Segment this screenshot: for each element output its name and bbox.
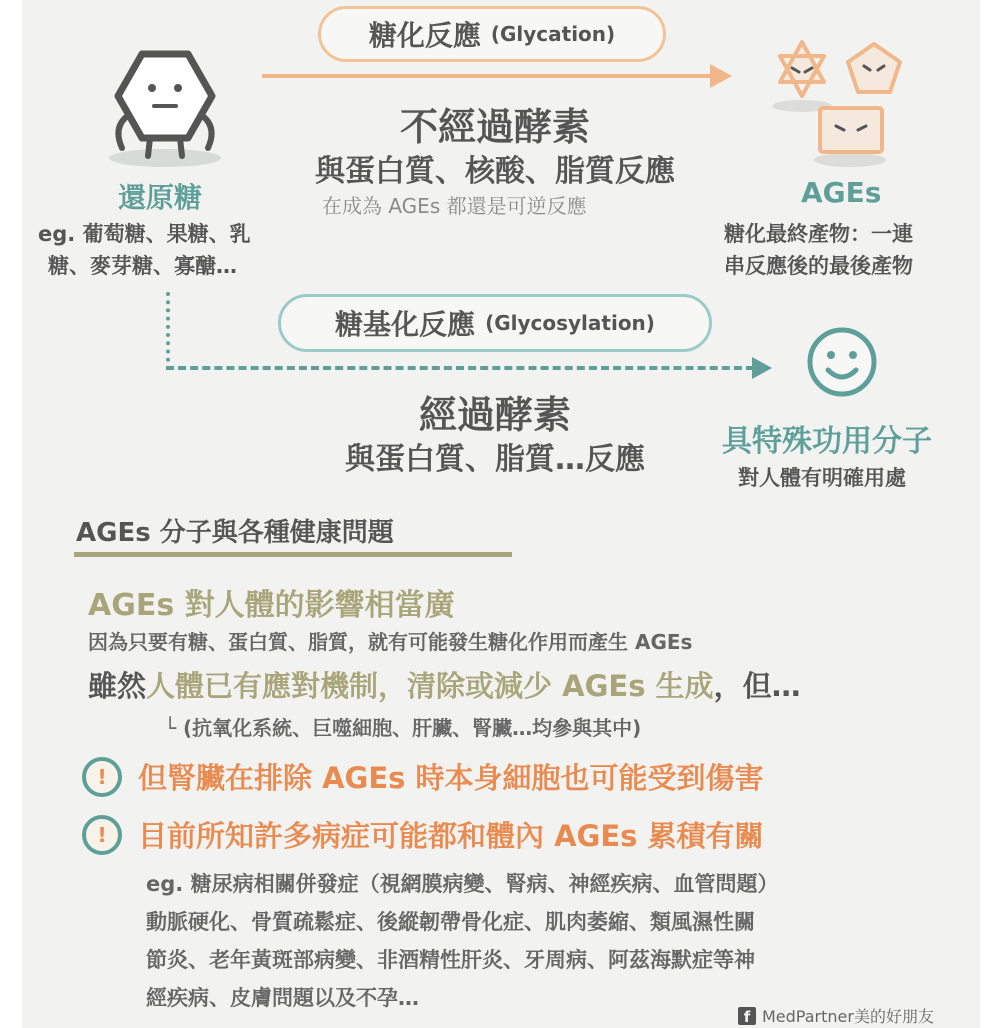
glycation-reaction-text: 與蛋白質、核酸、脂質反應 xyxy=(315,154,675,189)
health-section-title: AGEs 分子與各種健康問題 xyxy=(76,518,394,548)
credit-text: MedPartner美的好朋友 xyxy=(762,1007,934,1026)
glycation-title: 糖化反應 xyxy=(368,19,481,52)
health-line2-d: 清除或減少 AGEs 生成 xyxy=(407,669,714,703)
health-line2-e: ，但… xyxy=(713,669,801,703)
glycosylation-pill xyxy=(278,294,712,352)
sugar-examples-line2: 糖、麥芽糖、寡醣… xyxy=(48,254,237,278)
special-molecule-desc: 對人體有明確用處 xyxy=(738,466,906,490)
glycosylation-dotted-horizontal xyxy=(166,366,754,370)
glycosylation-dotted-vertical xyxy=(166,292,170,370)
health-line2-b: 人體已有應對機制 xyxy=(146,669,379,703)
credit xyxy=(738,1004,934,1027)
reducing-sugar-label: 還原糖 xyxy=(118,181,203,214)
health-line2-a: 雖然 xyxy=(88,669,147,703)
diseases-line2: 動脈硬化、骨質疏鬆症、後縱韌帶骨化症、肌肉萎縮、類風濕性關 xyxy=(146,910,755,934)
reversible-note: 在成為 AGEs 都還是可逆反應 xyxy=(322,194,587,218)
with-enzyme-text: 經過酵素 xyxy=(418,393,571,437)
ages-desc-line1: 糖化最終產物：一連 xyxy=(724,222,913,246)
warning-row-1 xyxy=(82,756,764,797)
sugar-examples-line1: eg. 葡萄糖、果糖、乳 xyxy=(38,222,251,246)
health-line2-c: ， xyxy=(378,669,408,703)
warning-text-1: 但腎臟在排除 AGEs 時本身細胞也可能受到傷害 xyxy=(138,761,764,795)
special-molecule-label: 具特殊功用分子 xyxy=(722,424,932,459)
section-title-underline xyxy=(74,552,512,557)
facebook-icon: f xyxy=(738,1007,756,1025)
smiley-face-icon xyxy=(804,324,880,400)
ages-desc-line2: 串反應後的最後產物 xyxy=(724,254,913,278)
glycosylation-title: 糖基化反應 xyxy=(335,308,476,341)
ages-label: AGEs xyxy=(801,176,882,209)
glycation-arrow-head-icon xyxy=(710,64,732,88)
warning-row-2 xyxy=(82,814,764,855)
health-headline: AGEs 對人體的影響相當廣 xyxy=(88,588,455,623)
diseases-line1: eg. 糖尿病相關併發症（視網膜病變、腎病、神經疾病、血管問題） xyxy=(146,872,779,896)
glycation-en: (Glycation) xyxy=(490,22,616,46)
warning-text-2: 目前所知許多病症可能都和體內 AGEs 累積有關 xyxy=(138,819,764,853)
glycosylation-reaction-text: 與蛋白質、脂質…反應 xyxy=(345,442,645,477)
health-line1: 因為只要有糖、蛋白質、脂質，就有可能發生糖化作用而產生 AGEs xyxy=(88,630,693,654)
glycation-arrow-line xyxy=(262,74,712,78)
health-line3: └ (抗氧化系統、巨噬細胞、肝臟、腎臟…均參與其中) xyxy=(164,716,642,740)
glycation-pill xyxy=(318,6,666,62)
no-enzyme-text: 不經過酵素 xyxy=(399,105,590,149)
ages-shapes-icon xyxy=(762,36,922,170)
glycosylation-arrow-head-icon xyxy=(752,357,772,379)
sugar-hexagon-character-icon xyxy=(100,40,230,170)
diseases-line3: 節炎、老年黃斑部病變、非酒精性肝炎、牙周病、阿茲海默症等神 xyxy=(146,948,755,972)
health-line2 xyxy=(88,664,801,705)
glycosylation-en: (Glycosylation) xyxy=(485,311,655,335)
diseases-line4: 經疾病、皮膚問題以及不孕… xyxy=(146,986,419,1010)
exclamation-icon: ! xyxy=(82,815,122,855)
exclamation-icon: ! xyxy=(82,757,122,797)
